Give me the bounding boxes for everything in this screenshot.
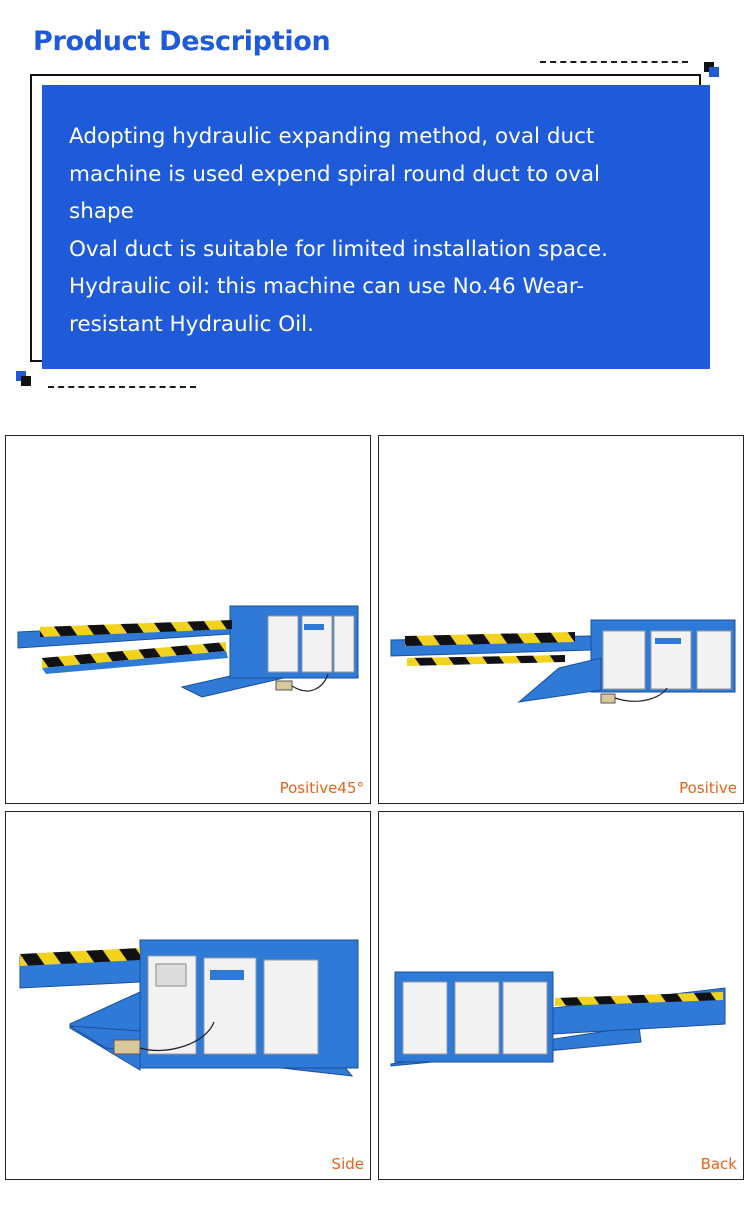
gallery-item-side <box>5 811 371 1180</box>
gallery-item-positive <box>378 435 744 804</box>
description-line-2: Oval duct is suitable for limited installation space. <box>69 236 608 262</box>
machine-back-photo <box>379 812 743 1179</box>
machine-positive-photo <box>379 436 743 803</box>
description-line-1: Adopting hydraulic expanding method, oval duct machine is used expend spiral round duct to oval shape <box>69 124 601 225</box>
description-text <box>69 118 669 344</box>
decorative-corner-squares-bottom <box>16 371 28 383</box>
gallery-caption: Back <box>700 1155 737 1173</box>
decorative-corner-squares-top <box>704 62 716 74</box>
decorative-dashed-line-top <box>540 61 688 63</box>
gallery-caption: Positive <box>679 779 737 797</box>
machine-side-photo <box>6 812 370 1179</box>
gallery-item-positive-45 <box>5 435 371 804</box>
gallery-caption: Side <box>331 1155 364 1173</box>
page-title: Product Description <box>33 26 331 57</box>
gallery-item-back <box>378 811 744 1180</box>
gallery-caption: Positive45° <box>279 779 364 797</box>
machine-positive-45-photo <box>6 436 370 803</box>
description-line-3: Hydraulic oil: this machine can use No.46 Wear-resistant Hydraulic Oil. <box>69 274 585 337</box>
decorative-dashed-line-bottom <box>48 386 196 388</box>
